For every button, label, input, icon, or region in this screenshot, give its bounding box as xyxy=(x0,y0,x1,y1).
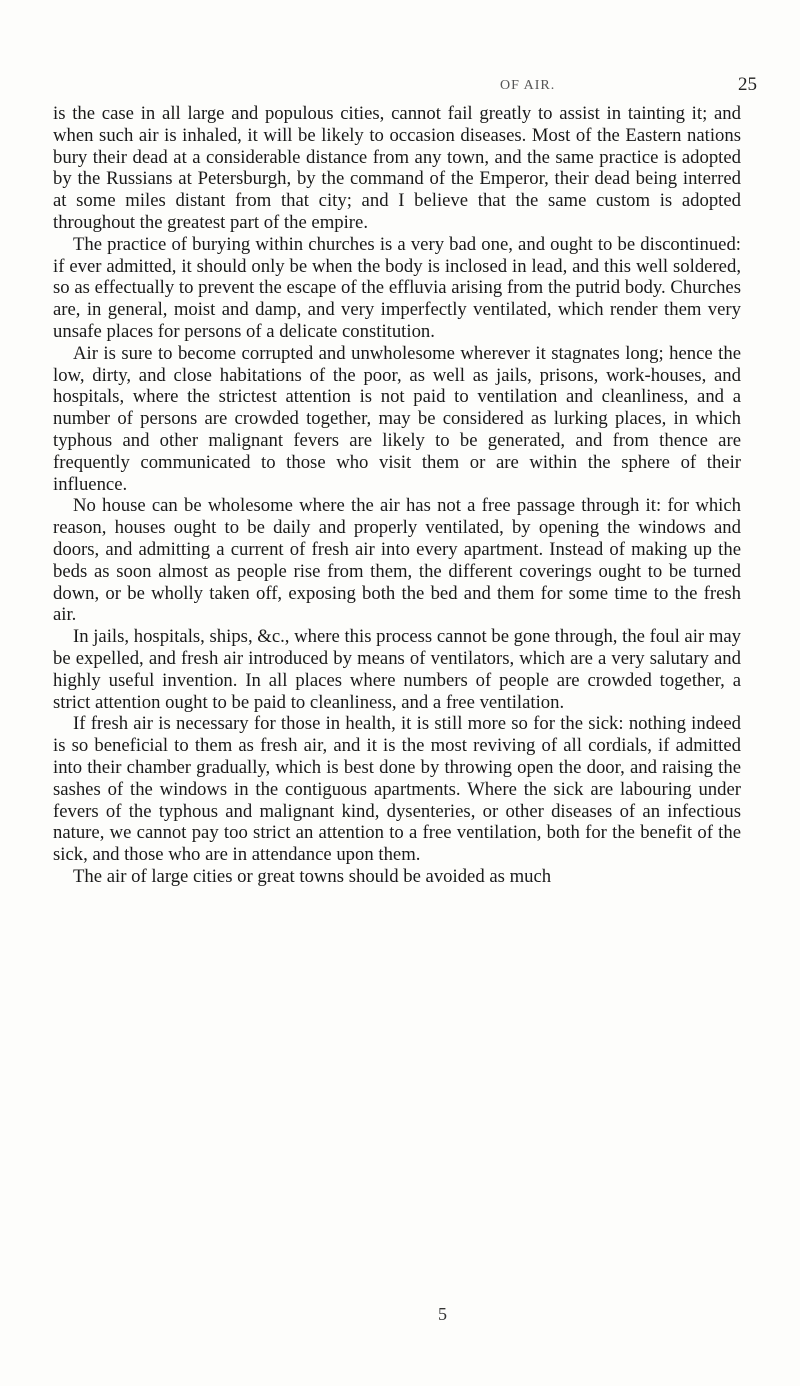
body-text xyxy=(53,103,741,888)
running-head: OF AIR. xyxy=(500,78,556,93)
paragraph-ventilators: In jails, hospitals, ships, &c., where this process cannot be gone through, the foul air may be expelled, and fresh air introduced by means of ventilators, which are a very salutary and highly useful invention. In all places where numbers of people are crowded together, a strict attention ought to be paid to cleanliness, and a free ventilation. xyxy=(53,626,741,713)
signature-mark: 5 xyxy=(438,1304,447,1324)
paragraph-large-cities: The air of large cities or great towns should be avoided as much xyxy=(73,865,552,887)
paragraph-sick-fresh-air: If fresh air is necessary for those in health, it is still more so for the sick: nothing indeed is so beneficial to them as fresh air, and it is the most reviving of all cordials, if admitted into their chamber gradually, which is best done by throwing open the door, and raising the sashes of the windows in the contiguous apartments. Where the sick are labouring under fevers of the typhous and malignant kind, dysenteries, or other diseases of an infectious nature, we cannot pay too strict an attention to a free ventilation, both for the benefit of the sick, and those who are in attendance upon them. xyxy=(53,713,741,866)
paragraph-corrupted-air: Air is sure to become corrupted and unwholesome wherever it stagnates long; hence the low, dirty, and close habitations of the poor, as well as jails, prisons, work-houses, and hospitals, where the strictest attention is not paid to ventilation and cleanliness, and a number of persons are crowded together, may be considered as lurking places, in which typhous and other malignant fevers are likely to be generated, and from thence are frequently communicated to those who visit them or are within the sphere of their influence. xyxy=(53,342,741,495)
paragraph-burying-churches: The practice of burying within churches is a very bad one, and ought to be discontinued: if ever admitted, it should only be when the body is inclosed in lead, and this well soldered, so as effectually to prevent the escape of the effluvia arising from the putrid body. Churches are, in general, moist and damp, and very imperfectly ventilated, which render them very unsafe places for persons of a delicate constitution. xyxy=(53,233,741,342)
page-number: 25 xyxy=(738,74,757,95)
paragraph-house-ventilation: No house can be wholesome where the air has not a free passage through it: for which reason, houses ought to be daily and properly ventilated, by opening the windows and doors, and admitting a current of fresh air into every apartment. Instead of making up the beds as soon almost as people rise from them, the different coverings ought to be turned down, or be wholly taken off, exposing both the bed and them for some time to the fresh air. xyxy=(53,495,741,626)
paragraph-continuation: is the case in all large and populous cities, cannot fail greatly to assist in tainting it; and when such air is inhaled, it will be likely to occasion diseases. Most of the Eastern nations bury their dead at a considerable distance from any town, and the same practice is adopted by the Russians at Petersburgh, by the command of the Emperor, their dead being interred at some miles distant from that city; and I believe that the same custom is adopted throughout the greatest part of the empire. xyxy=(53,103,741,233)
